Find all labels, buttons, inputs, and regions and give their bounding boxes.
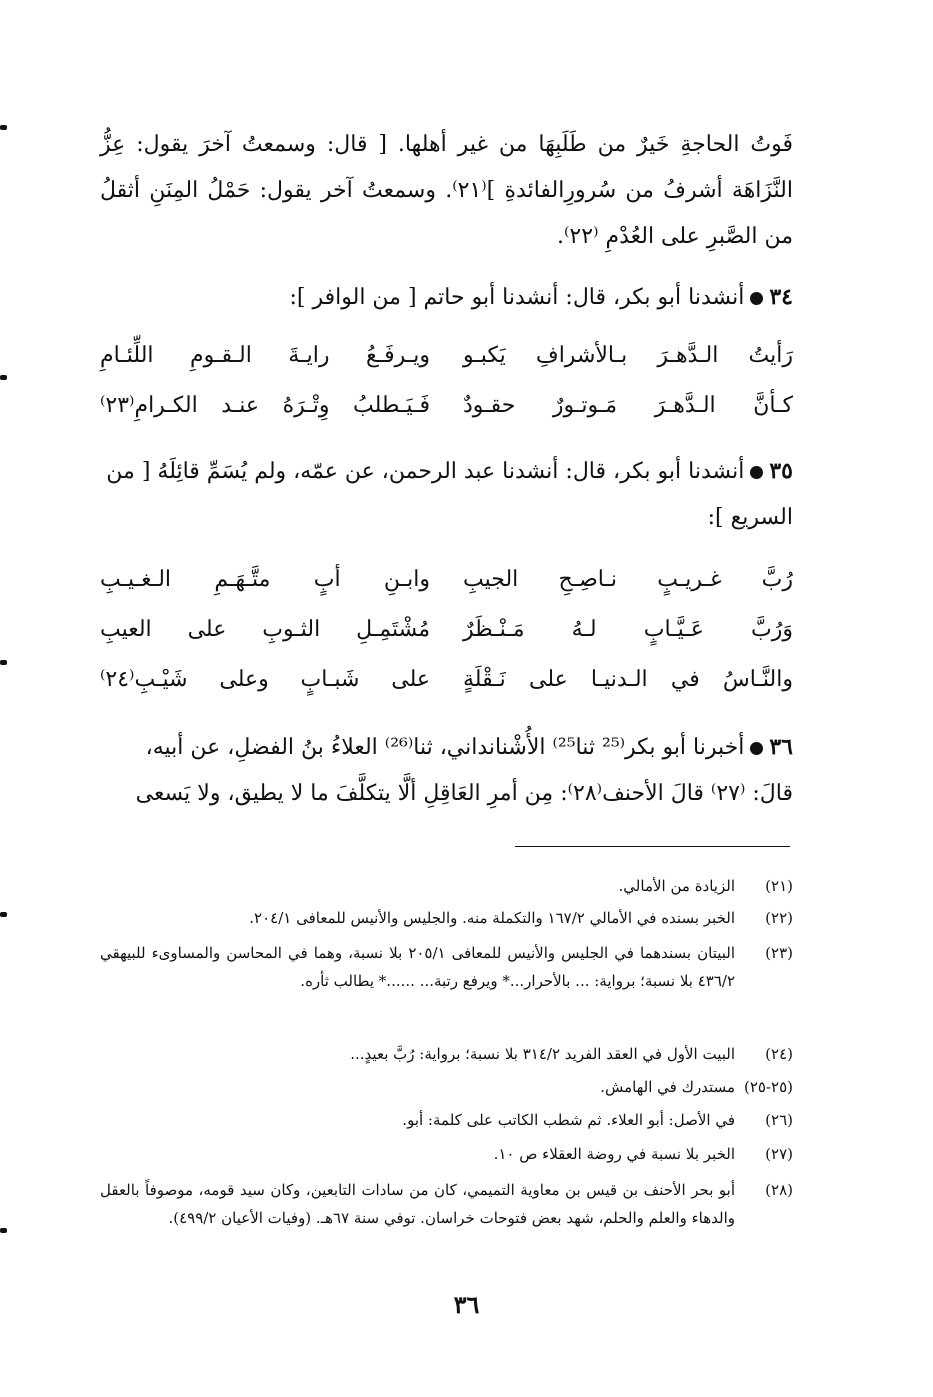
verse-35-3: [100, 667, 793, 707]
page-number: ٣٦: [453, 1290, 480, 1319]
footnote-text: الزيادة من الأمالي.: [618, 877, 735, 895]
hemistich-second: مُشْتَمِـلِ الثـوبِ على العيبِ: [100, 617, 430, 642]
hemistich-second: وابـنِ أبٍ متَّـهَـمِ الـغـيـبِ: [100, 567, 430, 592]
footnote: [100, 1073, 793, 1101]
footnote: [100, 1106, 793, 1134]
verse-35-1: [100, 567, 793, 607]
footnote-number: (٢٥-٢٥): [743, 1078, 793, 1096]
bullet-icon: [750, 466, 763, 479]
hemistich-second: ويـرفَـعُ رايـةَ الـقـومِ اللِّئـامِ: [100, 343, 430, 368]
verse-35-2: [100, 617, 793, 657]
footnote-text: البيت الأول في العقد الفريد ٣١٤/٢ بلا نسبة؛ برواية: رُبَّ بعيدٍ...: [350, 1045, 735, 1063]
item-36-line-1: [100, 734, 793, 760]
footnote-text: البيتان بسندهما في الجليس والأنيس للمعافى ٢٠٥/١ بلا نسبة، وهما في المحاسن والمساوىء للبيهقي ٤٣٦/٢ بلا نسبة؛ برواية: ... بالأحرار...* ويرفع رتبة... ......* يطالب ثأره.: [100, 944, 736, 990]
paragraph-1: فَوتُ الحاجةِ خَيرٌ من طَلَبِهَا من غير أهلها. [ قال: وسمعتُ آخرَ يقول: عِزُّ النَّزَاهَة أشرفُ من سُرورِالفائدةِ ]⁽٢١⁾. وسمعتُ آخر يقول: حَمْلُ المِنَنِ أثقلُ من الصَّبرِ على العُدْمِ ⁽٢٢⁾.: [100, 132, 794, 249]
footnote-text: الخبر بلا نسبة في روضة العقلاء ص ١٠.: [493, 1145, 735, 1163]
footnote-number: (٢١): [765, 877, 793, 895]
item-35-intro: [100, 458, 793, 484]
bullet-icon: [750, 742, 763, 755]
margin-mark: [0, 912, 7, 917]
verse-34-1: [100, 343, 793, 383]
item-number: ٣٦: [769, 734, 793, 760]
footnote-number: (٢٤): [765, 1045, 793, 1063]
hemistich-first: رُبَّ غـريـبٍ نـاصِـحِ الجيبِ: [463, 567, 793, 592]
footnote-separator: [515, 846, 790, 847]
item-number: ٣٤: [769, 284, 793, 310]
footnote-text: أبو بحر الأحنف بن قيس بن معاوية التميمي، كان من سادات التابعين، وكان سيد قومه، موصوفاً بالعقل والدهاء والعلم والحلم، شهد بعض فتوحات خراسان. توفي سنة ٦٧هـ. (وفيات الأعيان ٤٩٩/٢).: [100, 1181, 735, 1227]
footnote-number: (٢٢): [765, 909, 793, 927]
footnote-text: مستدرك في الهامش.: [600, 1078, 735, 1096]
footnote-number: (٢٣): [765, 944, 793, 962]
item-34-intro: [100, 284, 793, 310]
footnote-number: (٢٦): [765, 1111, 793, 1129]
item-number: ٣٥: [769, 458, 793, 484]
footnote-text: في الأصل: أبو العلاء. ثم شطب الكاتب على كلمة: أبو.: [402, 1111, 735, 1129]
verse-34-2: [100, 393, 793, 433]
margin-mark: [0, 375, 7, 380]
footnote: [100, 904, 793, 932]
footnote: [100, 939, 793, 995]
footnote-number: (٢٧): [765, 1145, 793, 1163]
item-text: أنشدنا أبو بكر، قال: أنشدنا عبد الرحمن، عن عمّه، ولم يُسَمِّ قائِلَهُ [ من: [106, 459, 745, 484]
hemistich-first: كـأنَّ الـدَّهـرَ مَـوتـورٌ حقـودٌ: [463, 393, 793, 418]
bullet-icon: [750, 292, 763, 305]
margin-mark: [0, 660, 7, 665]
margin-mark: [0, 125, 7, 130]
hemistich-second: فَـيَـطلبُ وِتْـرَهُ عنـد الكـرامِ⁽٢٣⁾: [100, 393, 430, 418]
hemistich-second: على شَبـابٍ وعلى شَيْـبِ⁽٢٤⁾: [100, 667, 430, 692]
footnote-number: (٢٨): [765, 1181, 793, 1199]
item-36-line-2: قالَ: ⁽٢٧⁾ قالَ الأحنف⁽٢٨⁾: مِن أمرِ العَاقِلِ ألَّا يتكلَّفَ ما لا يطيق، ولا يَسعى: [135, 781, 793, 806]
item-text: أنشدنا أبو بكر، قال: أنشدنا أبو حاتم [ من الوافر ]:: [289, 285, 745, 310]
footnote: [100, 1040, 793, 1068]
hemistich-first: رَأيتُ الـدَّهـرَ بـالأشرافِ يَكبـو: [463, 343, 793, 368]
hemistich-first: والنَّـاسُ في الـدنيـا على نَـقْلَةٍ: [463, 667, 793, 692]
footnote-text: الخبر بسنده في الأمالي ١٦٧/٢ والتكملة منه. والجليس والأنيس للمعافى ٢٠٤/١.: [249, 909, 735, 927]
margin-mark: [0, 1228, 7, 1233]
item-35-intro-cont: السريع ]:: [707, 505, 793, 530]
item-text: أخبرنا أبو بكر⁽²⁵ ثنا²⁵⁾ الأُشْنانداني، ثنا⁽²⁶⁾ العلاءُ بنُ الفضلِ، عن أبيه،: [145, 735, 745, 760]
footnote: [100, 872, 793, 900]
footnote: [100, 1176, 793, 1232]
footnote: [100, 1140, 793, 1168]
hemistich-first: وَرُبَّ عَـيَّـابٍ لـهُ مَـنْـظَرٌ: [463, 617, 793, 642]
